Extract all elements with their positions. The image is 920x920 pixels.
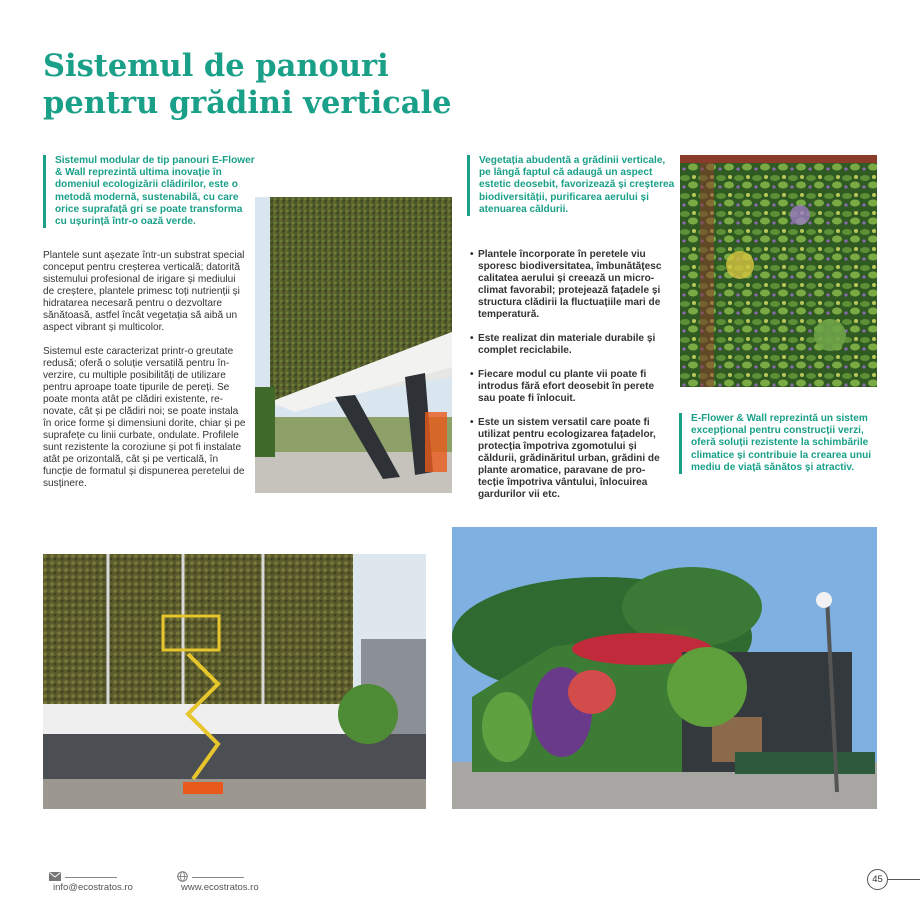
body-paragraph-1: Plantele sunt așezate într-un substrat special conceput pentru creșterea verticală; datorită sistemului profesional de irigare și mediului de creștere, plantele primesc toți nutrienții și hidratarea necesară pentru o dezvoltare sănătoasă, astfel încât vegetația să aibă un aspect vibrant și multicolor. [43, 250, 245, 333]
page-number: 45 [867, 869, 888, 890]
envelope-icon [49, 872, 61, 881]
photo-living-wall-pavilion [452, 527, 877, 809]
photo-green-facade-building [255, 197, 452, 493]
middle-callout: Vegetația abudentă a grădinii verticale, pe lângă faptul că adaugă un aspect estetic deosebit, favorizează și creșterea biodiversității, purificarea aerului și atenuarea căldurii. [467, 155, 677, 216]
benefits-list [470, 249, 666, 513]
list-item: • Este un sistem versatil care poate fi utilizat pentru ecologizarea fațadelor, protecția împotriva zgomotului și căldurii, grădinăritul urban, grădini de plante aromatice, paravane de protecție împotriva vântului, înlocuirea gardurilor vii etc. [470, 417, 666, 501]
list-item: • Plantele încorporate în peretele viu sporesc biodiversitatea, îmbunătățesc calitatea aerului și creează un microclimat favorabil; protejează fațadele și structura clădirii la fluctuațiile mari de temperatură. [470, 249, 666, 321]
title-line-2: pentru grădini verticale [43, 85, 452, 121]
title-line-1: Sistemul de panouri [43, 48, 389, 84]
list-item: • Fiecare modul cu plante vii poate fi introdus fără efort deosebit în perete sau poate fi înlocuit. [470, 369, 666, 405]
footer-email[interactable]: info@ecostratos.ro [53, 882, 133, 893]
footer-website[interactable]: www.ecostratos.ro [181, 882, 259, 893]
photo-green-wall-closeup [680, 155, 877, 387]
photo-building-installation [43, 554, 426, 809]
list-item: • Este realizat din materiale durabile și complet reciclabile. [470, 333, 666, 357]
right-callout: E-Flower & Wall reprezintă un sistem excepțional pentru construcții verzi, oferă soluții rezistente la schimbările climatice și contribuie la crearea unui mediu de viață sănătos și atractiv. [679, 413, 883, 474]
intro-callout: Sistemul modular de tip panouri E-Flower & Wall reprezintă ultima inovație în domeniul ecologizării clădirilor, este o metodă modernă, sustenabilă, cu care orice suprafață gri se poate transforma cu ușurință într-o oază verde. [43, 155, 255, 228]
body-text [43, 250, 246, 502]
body-paragraph-2: Sistemul este caracterizat printr-o greutate redusă; oferă o soluție versatilă pentru înverzire, cu multiple posibilități de utilizare pentru aproape toate tipurile de pereți. Se poate monta atât pe clădiri existente, renovate, cât și pe clădiri noi; se poate instala în orice forme și dimensiuni dorite, chiar și pe suprafețe cu linii curbate, ondulate. Profilele sunt rezistente la coroziune și pot fi instalate atât pe orizontală, cât și pe verticală, în funcție de formatul și dispunerea peretelui de susținere. [43, 346, 246, 489]
page-title [43, 48, 463, 122]
globe-icon [177, 871, 188, 882]
